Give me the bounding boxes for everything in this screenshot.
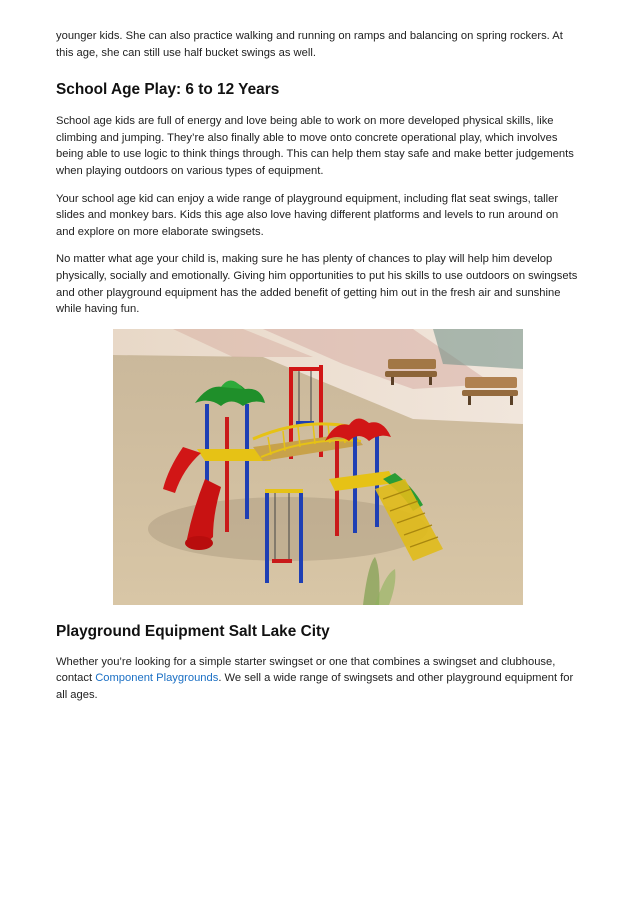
article-body [56,28,580,715]
school-age-heading: School Age Play: 6 to 12 Years [56,81,280,99]
closing-text-after: . We sell a wide range of swingsets and other playground equipment for all ages. [56,672,574,701]
closing-paragraph [56,654,580,704]
intro-paragraph: younger kids. She can also practice walking and running on ramps and balancing on spring rockers. At this age, she can still use half bucket swings as well. [56,30,563,59]
playground-photo [113,329,523,605]
school-age-paragraph-3: No matter what age your child is, making sure he has plenty of chances to play will help him develop physically, socially and emotionally. Giving him opportunities to put his skills to use outdoors on swingsets and other playground equipment has the added benefit of getting him out in the fresh air and sunshine while having fun. [56,253,578,316]
school-age-paragraph-2: Your school age kid can enjoy a wide range of playground equipment, including flat seat swings, taller slides and monkey bars. Kids this age also love having different platforms and levels to run around on and explore on more elaborate swingsets. [56,192,559,238]
component-playgrounds-link[interactable]: Component Playgrounds [95,672,219,685]
closing-text-before: Whether you’re looking for a simple starter swingset or one that combines a swingset and clubhouse, contact [56,655,556,685]
school-age-paragraph-1: School age kids are full of energy and love being able to work on more developed physical skills, like climbing and jumping. They’re also finally able to move onto concrete operational play, which involves being able to use logic to think things through. This can help them stay safe and make better judgements when playing outdoors on various types of equipment. [56,115,574,177]
slc-heading: Playground Equipment Salt Lake City [56,622,330,640]
